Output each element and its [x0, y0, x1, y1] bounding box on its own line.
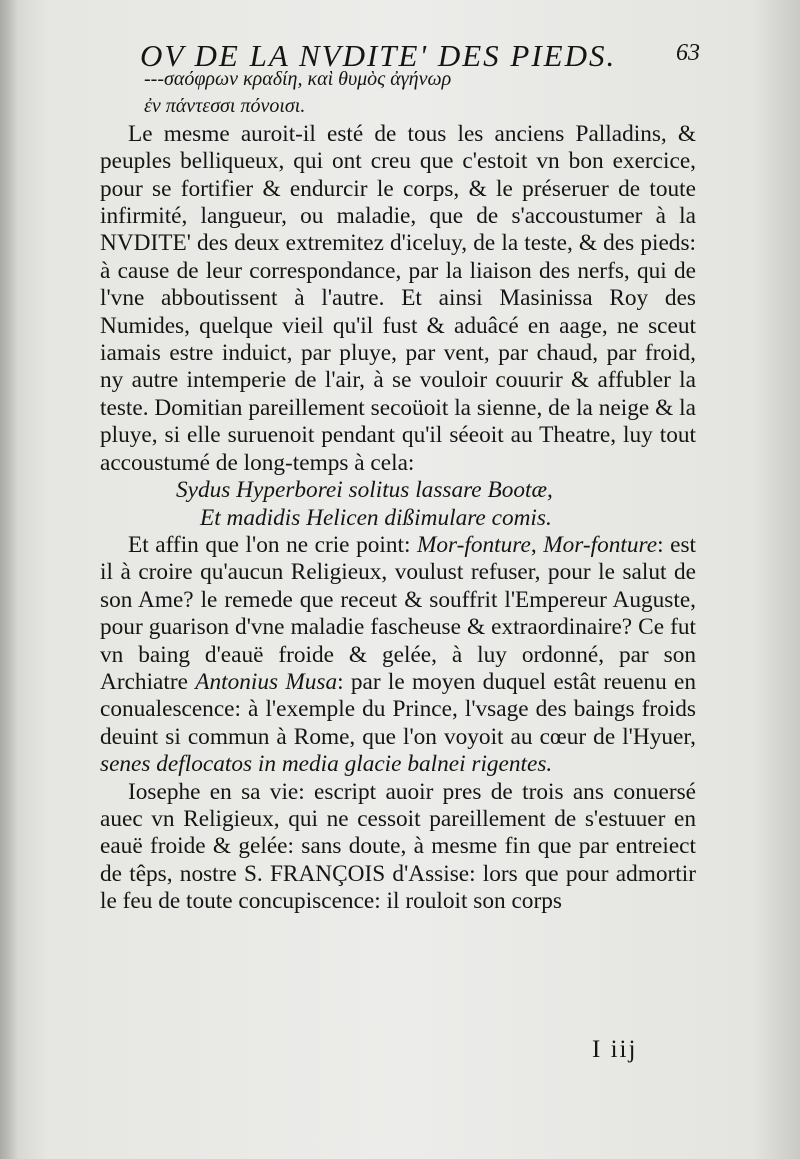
paragraph-auguste-text-1: Et affin que l'on ne crie point:	[128, 531, 417, 558]
signature-mark: I iij	[592, 1036, 638, 1063]
paragraph-palladins: Le mesme auroit-il esté de tous les anciens Palladins, & peuples belliqueux, qui ont creu que c'estoit vn bon exercice, pour se fortifier & endurcir le corps, & le préseruer de toute infirmité, langueur, ou maladie, que de s'accoustumer à la NVDITE' des deux extremitez d'iceluy, de la teste, & des pieds: à cause de leur correspondance, par la liaison des nerfs, qui de l'vne abboutissent à l'autre. Et ainsi Masinissa Roy des Numides, quelque vieil qu'il fust & aduâcé en aage, ne sceut iamais estre induict, par pluye, par vent, par chaud, par froid, ny autre intemperie de l'air, à se vouloir couurir & affubler la teste. Domitian pareillement secoüoit la sienne, de la neige & la pluye, si elle suruenoit pendant qu'il séeoit au Theatre, luy tout accoustumé de long-temps à cela:	[100, 120, 696, 476]
latin-verse-line-2: Et madidis Helicen dißimulare comis.	[200, 504, 552, 531]
page-fold-shadow	[0, 0, 18, 1159]
paragraph-auguste	[100, 532, 696, 779]
paragraph-auguste-text-2: : est il à croire qu'aucun Religieux, voulust refuser, pour le salut de son Ame? le remede que receut & souffrit l'Empereur Auguste, pour guarison d'vne maladie fascheuse & extraordinaire? Ce fut vn baing d'eauë froide & gelée, à luy ordonné, par son Archiatre	[100, 531, 696, 695]
page-number: 63	[676, 40, 700, 66]
antonius-musa: Antonius Musa	[195, 668, 338, 695]
paragraph-auguste-text-3: : par le moyen duquel estât reuenu en conualescence: à l'exemple du Prince, l'vsage des baings froids deuint si commun à Rome, que l'on voyoit au cœur de l'Hyuer,	[100, 668, 696, 750]
running-title: OV DE LA NVDITE' DES PIEDS.	[140, 38, 617, 73]
greek-quote-line-1: ---σαόφρων κραδίη, καὶ θυμὸς ἀγήνωρ	[144, 68, 452, 90]
latin-quote-senes: senes deflocatos in media glacie balnei rigentes.	[100, 751, 553, 778]
morfonture-2: Mor-fonture	[543, 531, 658, 558]
body-text	[100, 66, 696, 916]
greek-quote-line-2: ἐν πάντεσσι πόνοισι.	[144, 95, 306, 118]
comma-separator: ,	[530, 531, 544, 558]
latin-verse-line-1: Sydus Hyperborei solitus lassare Bootæ,	[176, 477, 553, 504]
paragraph-iosephe: Iosephe en sa vie: escript auoir pres de trois ans conuersé auec vn Religieux, qui ne cessoit pareillement de s'estuuer en eauë froide & gelée: sans doute, à mesme fin que par entreiect de têps, nostre S. FRANÇOIS d'Assise: lors que pour admortir le feu de toute concupiscence: il rouloit son corps	[100, 778, 696, 915]
morfonture-1: Mor-fonture	[416, 531, 531, 558]
